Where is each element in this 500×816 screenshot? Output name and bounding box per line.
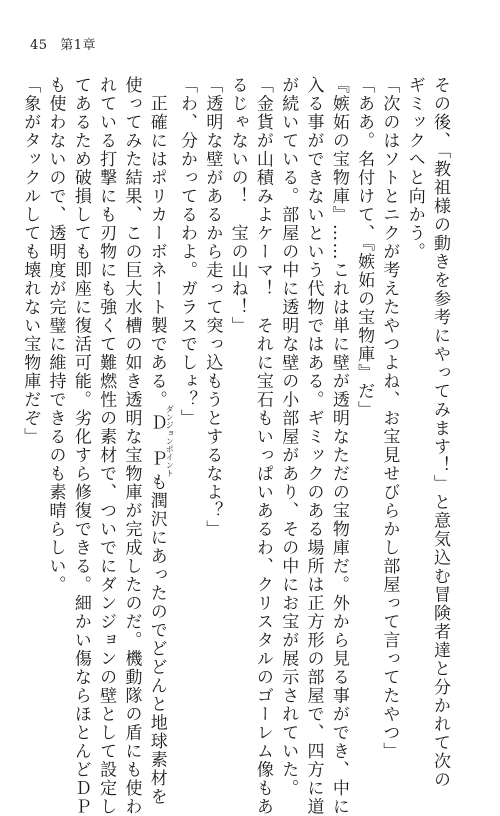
vertical-text-body (17, 76, 452, 816)
text-line: れている打撃にも刃物にも強くて難燃性の素材で、ついでにダンジョンの壁として設定し (96, 76, 117, 816)
text-line: 「ああ。名付けて、『嫉妬の宝物庫』だ」 (354, 76, 375, 419)
text-line: 「透明な壁があるから走って突っ込もうとするなよ？」 (202, 76, 223, 539)
text-line: 「次のはソトとニクが考えたやつよね、お宝見せびらかし部屋って言ってたやつ」 (379, 76, 400, 761)
ruby-annotation: ＤＰダンジョンポイント (146, 405, 175, 477)
text-line: 『嫉妬の宝物庫』……これは単に壁が透明なただの宝物庫だ。外から見る事ができ、中に (328, 76, 349, 816)
text-line: 「わ、分かってるわよ。ガラスでしょ？」 (177, 76, 198, 428)
text-line: も使わないので、透明度が完璧に維持できるのも素晴らしい。 (45, 76, 66, 594)
text-line: 「象がタックルしても壊れない宝物庫だぞ」 (20, 76, 41, 446)
text-line: てあるため破損しても即座に復活可能。劣化すら修復できる。細かい傷ならほとんどＤＰ (70, 76, 91, 816)
text-line: 入る事ができないという代物ではある。ギミックのある場所は正方形の部屋で、四方に道 (303, 76, 324, 816)
text-line: その後、「教祖様の動きを参考にやってみます！」と意気込む冒険者達と分かれて次の (430, 76, 450, 789)
text-line-with-ruby: 正確にはポリカーボネート製である。ＤＰダンジョンポイントも潤沢にあったのでどどんと地球素材を (146, 76, 175, 806)
page-number: 45 (30, 38, 48, 53)
page-header (30, 34, 96, 53)
ruby-reading: ダンジョンポイント (165, 405, 175, 477)
text-line: ギミックへと向かう。 (404, 76, 425, 261)
chapter-title: 第1章 (60, 38, 96, 53)
text-line: が続いている。部屋の中に透明な壁の小部屋があり、その中にお宝が展示されていた。 (278, 76, 299, 798)
text-line: 「金貨が山積みよケーマ！ それに宝石もいっぱいあるわ、クリスタルのゴーレム像もあ (252, 76, 273, 816)
text-line: 使ってみた結果、この巨大水槽の如き透明な宝物庫が完成したのだ。機動隊の盾にも使わ (121, 76, 142, 816)
text-line: るじゃないの！ 宝の山ね！」 (227, 76, 248, 335)
